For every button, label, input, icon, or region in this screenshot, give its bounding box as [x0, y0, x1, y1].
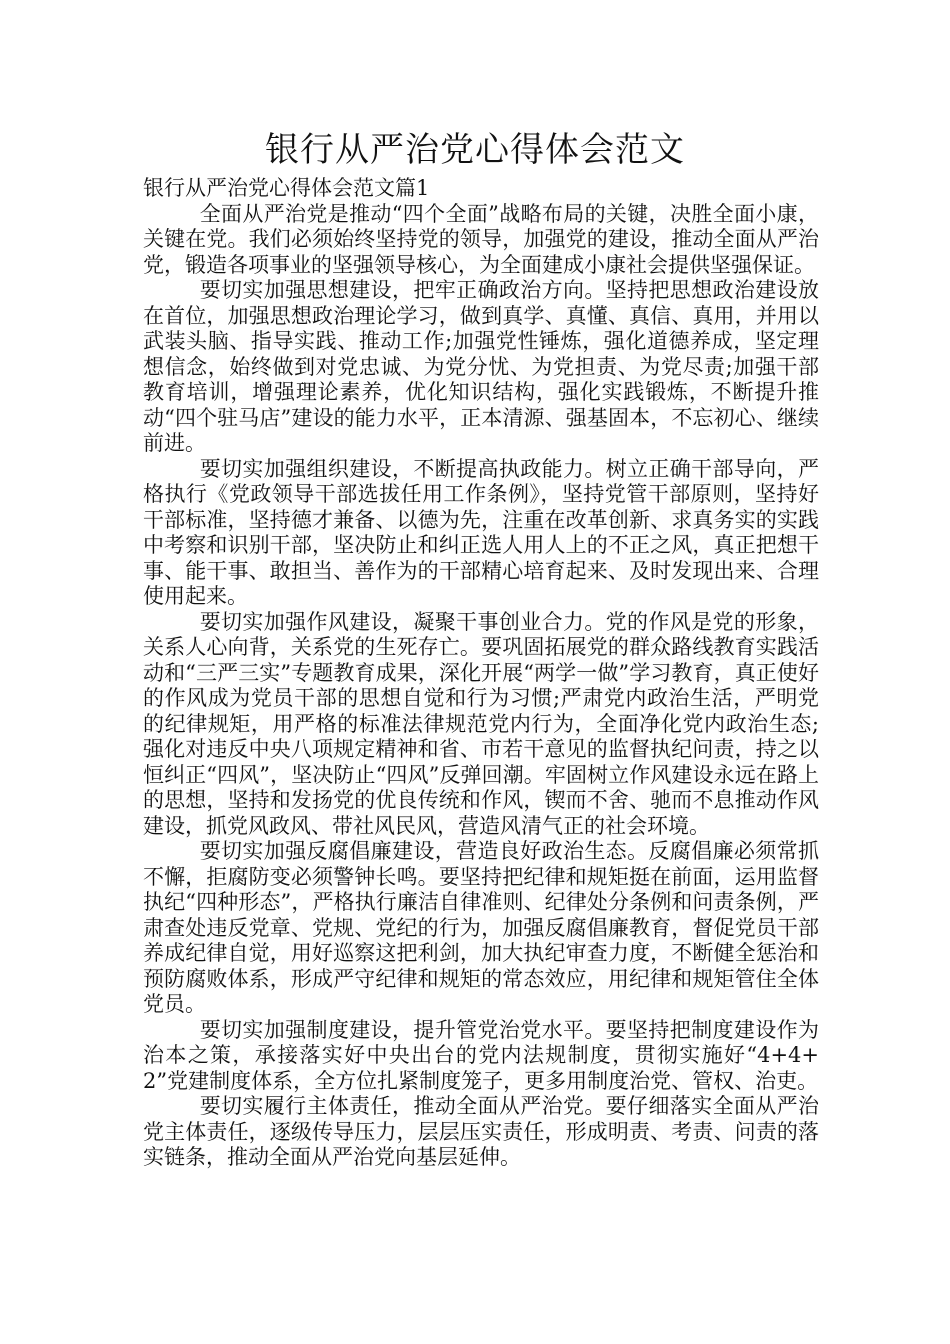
paragraph-4: 要切实加强作风建设，凝聚干事创业合力。党的作风是党的形象，关系人心向背，关系党的生死存亡。要巩固拓展党的群众路线教育实践活动和“三严三实”专题教育成果，深化开展“两学一做”学习教育，真正使好的作风成为党员干部的思想自觉和行为习惯;严肃党内政治生活，严明党的纪律规矩，用严格的标准法律规范党内行为，全面净化党内政治生态;强化对违反中央八项规定精神和省、市若干意见的监督执纪问责，持之以恒纠正“四风”，坚决防止“四风”反弹回潮。牢固树立作风建设永远在路上的思想，坚持和发扬党的优良传统和作风，锲而不舍、驰而不息推动作风建设，抓党风政风、带社风民风，营造风清气正的社会环境。: [143, 609, 819, 838]
paragraph-2: 要切实加强思想建设，把牢正确政治方向。坚持把思想政治建设放在首位，加强思想政治理论学习，做到真学、真懂、真信、真用，并用以武装头脑、指导实践、推动工作;加强党性锤炼，强化道德养成，坚定理想信念，始终做到对党忠诚、为党分忧、为党担责、为党尽责;加强干部教育培训，增强理论素养，优化知识结构，强化实践锻炼，不断提升推动“四个驻马店”建设的能力水平，正本清源、强基固本，不忘初心、继续前进。: [143, 278, 819, 455]
paragraph-3: 要切实加强组织建设，不断提高执政能力。树立正确干部导向，严格执行《党政领导干部选拔任用工作条例》，坚持党管干部原则，坚持好干部标准，坚持德才兼备、以德为先，注重在改革创新、求真务实的实践中考察和识别干部，坚决防止和纠正选人用人上的不正之风，真正把想干事、能干事、敢担当、善作为的干部精心培育起来、及时发现出来、合理使用起来。: [143, 456, 819, 608]
section-heading: 银行从严治党心得体会范文篇1: [143, 176, 430, 200]
paragraph-7: 要切实履行主体责任，推动全面从严治党。要仔细落实全面从严治党主体责任，逐级传导压力，层层压实责任，形成明责、考责、问责的落实链条，推动全面从严治党向基层延伸。: [143, 1094, 819, 1169]
paragraph-5: 要切实加强反腐倡廉建设，营造良好政治生态。反腐倡廉必须常抓不懈，拒腐防变必须警钟长鸣。要坚持把纪律和规矩挺在前面，运用监督执纪“四种形态”，严格执行廉洁自律准则、纪律处分条例和问责条例，严肃查处违反党章、党规、党纪的行为，加强反腐倡廉教育，督促党员干部养成纪律自觉，用好巡察这把利剑，加大执纪审查力度，不断健全惩治和预防腐败体系，形成严守纪律和规矩的常态效应，用纪律和规矩管住全体党员。: [143, 839, 819, 1016]
document-body: [143, 176, 819, 1171]
document-title: 银行从严治党心得体会范文: [265, 130, 685, 170]
paragraph-1: 全面从严治党是推动“四个全面”战略布局的关键，决胜全面小康，关键在党。我们必须始终坚持党的领导，加强党的建设，推动全面从严治党，锻造各项事业的坚强领导核心，为全面建成小康社会提供坚强保证。: [143, 201, 819, 277]
paragraph-6: 要切实加强制度建设，提升管党治党水平。要坚持把制度建设作为治本之策，承接落实好中央出台的党内法规制度，贯彻实施好“4+4+2”党建制度体系，全方位扎紧制度笼子，更多用制度治党、管权、治吏。: [143, 1017, 819, 1093]
